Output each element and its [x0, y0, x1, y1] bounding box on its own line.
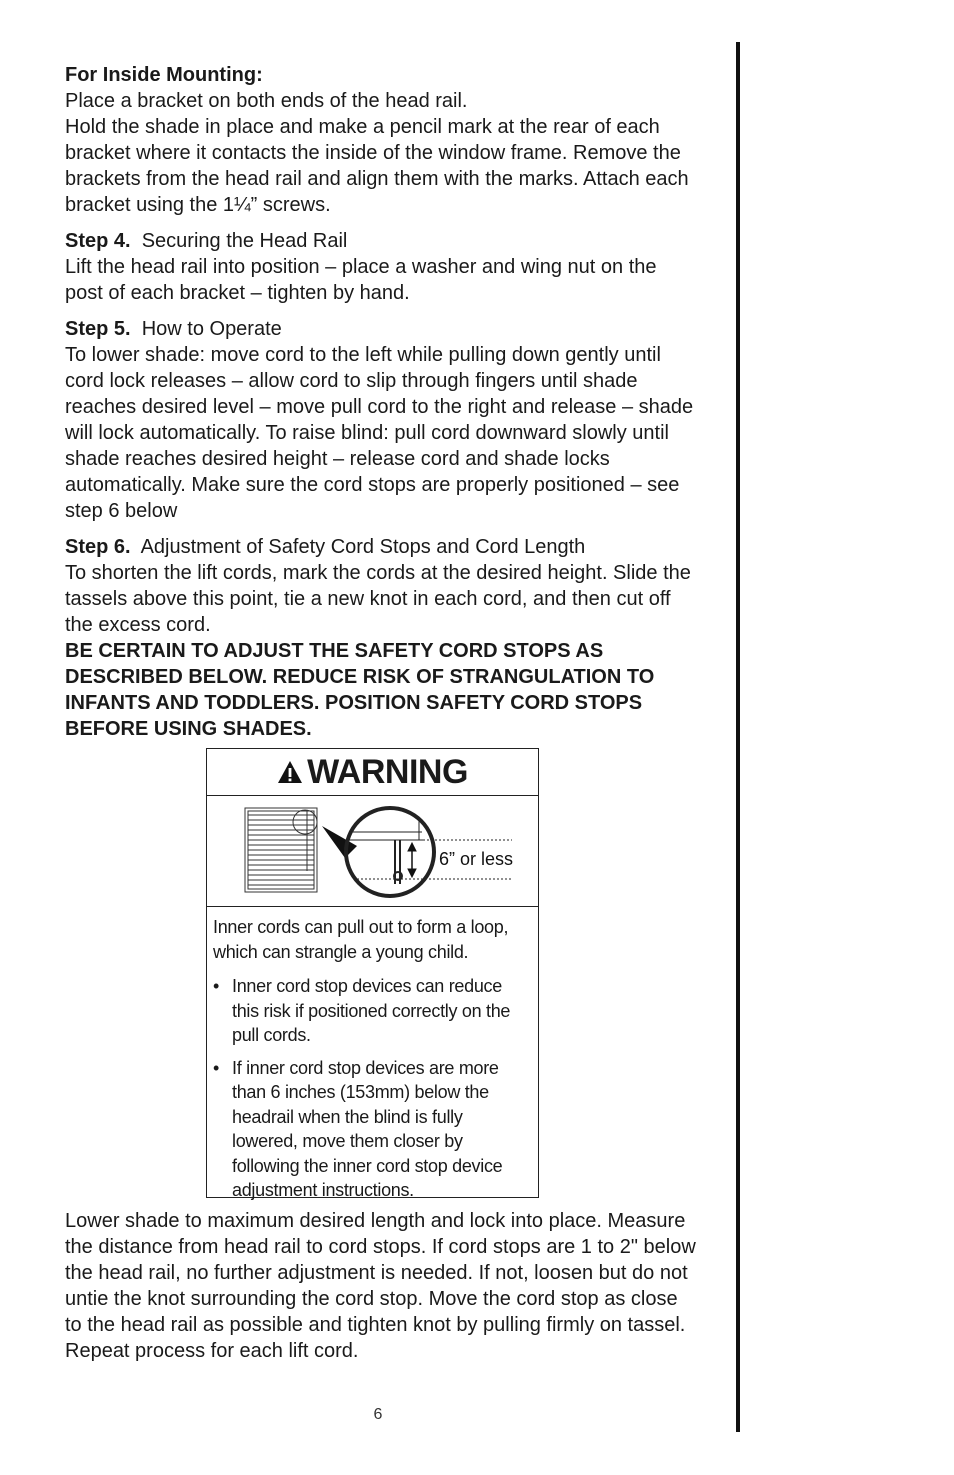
step5-section: [65, 316, 697, 524]
bullet-marker: •: [213, 1057, 220, 1078]
warning-text: [207, 907, 538, 1203]
warning-bullet-text: If inner cord stop devices are more than 6 inches (153mm) below the headrail when the blind is fully lowered, move them closer by following the inner cord stop device adjustment instructions.: [232, 1057, 503, 1200]
inside-mounting-line1: Place a bracket on both ends of the head rail.: [65, 90, 468, 112]
warning-triangle-icon: [277, 760, 303, 784]
step4-title: Securing the Head Rail: [141, 230, 348, 252]
main-column: [65, 62, 697, 742]
blind-illustration: [245, 808, 317, 892]
step5-body: To lower shade: move cord to the left while pulling down gently until cord lock releases – allow cord to slip through fingers until shade reaches desired level – move pull cord to the right and release – shade will lock automatically. To raise blind: pull cord downward slowly until shade reaches desired height – release cord and shade locks automatically. Make sure the cord stops are properly positioned – see step 6 below: [65, 344, 694, 522]
step4-label: Step 4.: [65, 230, 131, 252]
warning-label: [206, 748, 539, 1198]
warning-header: [207, 749, 538, 796]
inside-mounting-heading: For Inside Mounting:: [65, 64, 263, 86]
step6-label: Step 6.: [65, 536, 131, 558]
warning-figure: [207, 796, 538, 907]
warning-bullet: [213, 974, 530, 1048]
measurement-arrow: [408, 843, 416, 877]
step6-section: [65, 534, 697, 742]
step6-caution: BE CERTAIN TO ADJUST THE SAFETY CORD STOPS AS DESCRIBED BELOW. REDUCE RISK OF STRANGULATION TO INFANTS AND TODDLERS. POSITION SAFETY CORD STOPS BEFORE USING SHADES.: [65, 640, 655, 740]
closing-paragraph: Lower shade to maximum desired length and lock into place. Measure the distance from head rail to cord stops. If cord stops are 1 to 2" below the head rail, no further adjustment is needed. If not, loosen but do not untie the knot surrounding the cord stop. Move the cord stop as close to the head rail as possible and tighten knot by pulling firmly on tassel. Repeat process for each lift cord.: [65, 1210, 696, 1362]
warning-title: WARNING: [307, 752, 468, 791]
vertical-rule: [736, 42, 740, 1432]
step6-title: Adjustment of Safety Cord Stops and Cord Length: [140, 536, 586, 558]
step5-title: How to Operate: [141, 318, 282, 340]
step6-heading: [65, 534, 697, 560]
step4-body: Lift the head rail into position – place a washer and wing nut on the post of each bracket – tighten by hand.: [65, 256, 657, 304]
blind-diagram: [207, 796, 537, 906]
bullet-marker: •: [213, 976, 220, 996]
step5-heading: [65, 316, 697, 342]
figure-measurement-label: 6” or less: [439, 849, 514, 869]
step5-label: Step 5.: [65, 318, 131, 340]
inside-mounting-section: [65, 62, 697, 218]
warning-bullet-text: Inner cord stop devices can reduce this risk if positioned correctly on the pull cords.: [232, 976, 511, 1045]
step4-section: [65, 228, 697, 306]
page-number: 6: [373, 1406, 383, 1423]
inside-mounting-line2: Hold the shade in place and make a pencil mark at the rear of each bracket where it contacts the inside of the window frame. Remove the brackets from the head rail and align them with the marks. Attach each bracket using the 1¼” screws.: [65, 116, 689, 216]
warning-bullet: [213, 1056, 530, 1203]
step6-body: To shorten the lift cords, mark the cords at the desired height. Slide the tassels above this point, tie a new knot in each cord, and then cut off the excess cord.: [65, 562, 691, 636]
zoom-circle: [346, 808, 434, 896]
step4-heading: [65, 228, 697, 254]
warning-intro: Inner cords can pull out to form a loop, which can strangle a young child.: [213, 917, 509, 962]
